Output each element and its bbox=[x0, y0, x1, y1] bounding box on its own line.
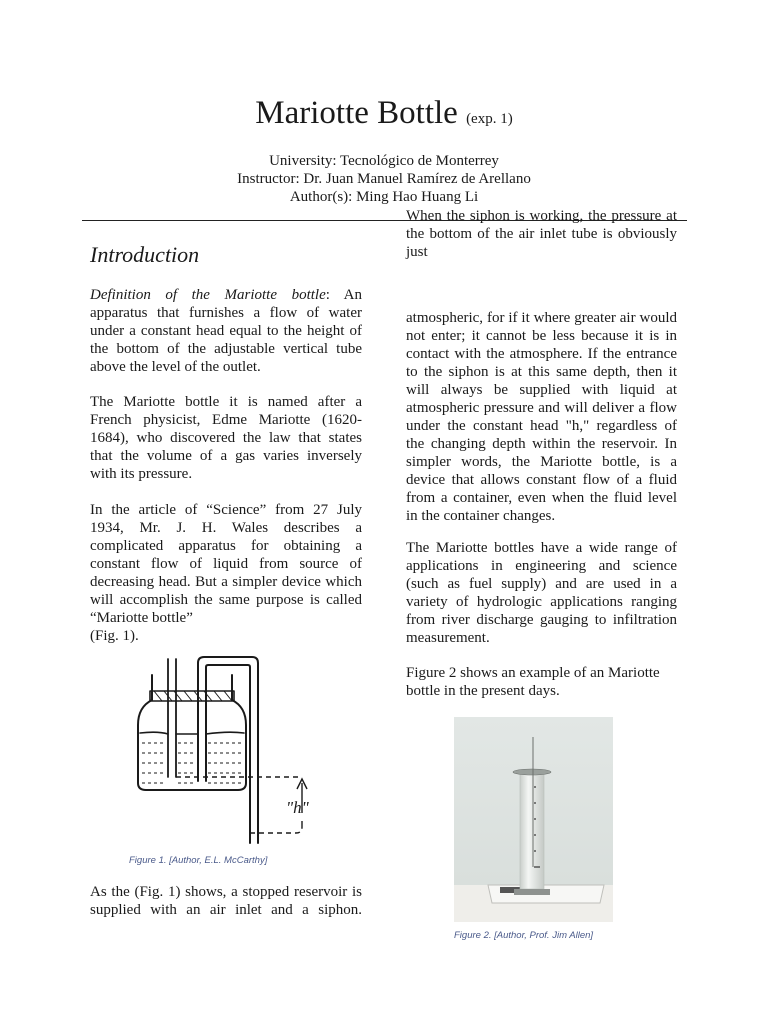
title-main: Mariotte Bottle bbox=[255, 95, 458, 131]
figure1-caption: Figure 1. [Author, E.L. McCarthy] bbox=[129, 855, 268, 866]
authors-line: Author(s): Ming Hao Huang Li bbox=[289, 189, 479, 205]
section-heading-introduction: Introduction bbox=[90, 242, 200, 267]
instructor-line: Instructor: Dr. Juan Manuel Ramírez de Arellano bbox=[237, 171, 531, 187]
page-title bbox=[0, 92, 768, 140]
definition-term: Definition of the Mariotte bottle bbox=[90, 287, 326, 303]
siphon-pressure-paragraph: When the siphon is working, the pressure at the bottom of the air inlet tube is obviously just bbox=[406, 208, 677, 260]
figure1-reference: (Fig. 1). bbox=[90, 628, 139, 644]
figure2-photo bbox=[454, 717, 613, 922]
science-article-text: In the article of “Science” from 27 July 1934, Mr. J. H. Wales describes a complicated apparatus for obtaining a constant flow of liquid from source of decreasing head. But a simpler device which will accomplish the same purpose is called “Mariotte bottle” bbox=[90, 502, 362, 626]
history-paragraph: The Mariotte bottle it is named after a French physicist, Edme Mariotte (1620-1684), who discovered the law that states that the volume of a gas varies inversely with its pressure. bbox=[90, 394, 362, 482]
atmospheric-paragraph: atmospheric, for if it where greater air would not enter; it cannot be less because it is in contact with the atmosphere. If the entrance to the siphon is at this same depth, then it will always be supplied with liquid at atmospheric pressure and will deliver a flow under the constant head "h," regardless of the changing depth within the reservoir. In simpler words, the Mariotte bottle, is a device that allows constant flow of a fluid from a container, even when the fluid level in the container changes. bbox=[406, 310, 677, 524]
figure2-caption: Figure 2. [Author, Prof. Jim Allen] bbox=[454, 930, 594, 941]
applications-paragraph: The Mariotte bottles have a wide range of applications in engineering and science (such as fuel supply) and are used in a variety of hydrologic applications ranging from river discharge gauging to infiltration measurement. bbox=[406, 540, 677, 646]
siphon-paragraph: As the (Fig. 1) shows, a stopped reservoir is supplied with an air inlet and a siphon. bbox=[90, 884, 362, 918]
title-subtitle: (exp. 1) bbox=[466, 111, 513, 127]
definition-paragraph bbox=[90, 286, 362, 376]
university-line: University: Tecnológico de Monterrey bbox=[269, 153, 499, 169]
figure1-mariotte-sketch bbox=[128, 655, 338, 847]
figure1-head-label: "h" bbox=[286, 798, 309, 817]
science-article-paragraph bbox=[90, 501, 362, 645]
figure2-intro-paragraph: Figure 2 shows an example of an Mariotte bottle in the present days. bbox=[406, 665, 660, 699]
definition-text: : An apparatus that furnishes a flow of water under a constant head equal to the height of the bottom of the adjustable vertical tube above the level of the outlet. bbox=[90, 287, 362, 375]
